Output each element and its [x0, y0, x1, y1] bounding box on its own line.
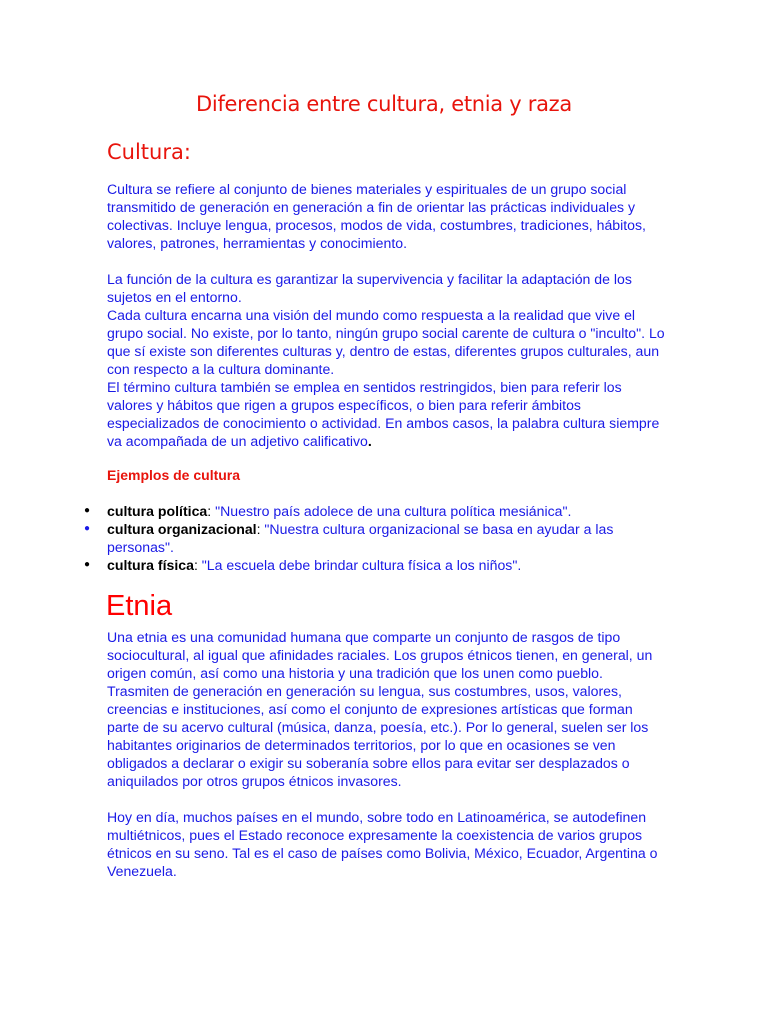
cultura-paragraph-1: Cultura se refiere al conjunto de bienes materiales y espirituales de un grupo social transmitido de generación en generación a fin de orientar las prácticas individuales y colectivas. Incluye lengua, procesos, modos de vida, costumbres, tradiciones, hábitos, valores, patrones, herramientas y conocimiento. — [107, 181, 646, 251]
cultura-paragraph-2: La función de la cultura es garantizar la supervivencia y facilitar la adaptación de los sujetos en el entorno. — [107, 271, 632, 305]
etnia-heading: Etnia — [106, 590, 173, 622]
example-term: cultura organizacional — [107, 521, 257, 537]
example-text: "Nuestro país adolece de una cultura política mesiánica". — [211, 503, 572, 519]
cultura-heading: Cultura: — [107, 140, 191, 164]
bullet-icon: ● — [84, 559, 91, 570]
examples-list — [84, 502, 664, 574]
list-item: ● cultura organizacional: "Nuestra cultura organizacional se basa en ayudar a las personas". — [84, 521, 614, 555]
example-text: "La escuela debe brindar cultura física a los niños". — [197, 557, 522, 573]
etnia-paragraph-1: Una etnia es una comunidad humana que comparte un conjunto de rasgos de tipo sociocultural, al igual que afinidades raciales. Los grupos étnicos tienen, en general, un origen común, así como una historia y una tradición que los unen como pueblo. Trasmiten de generación en generación su lengua, sus costumbres, usos, valores, creencias e instituciones, así como el conjunto de expresiones artísticas que forman parte de su acervo cultural (música, danza, poesía, etc.). Por lo general, suelen ser los habitantes originarios de determinados territorios, por lo que en ocasiones se ven obligados a declarar o exigir su soberanía sobre ellos para evitar ser desplazados o aniquilados por otros grupos étnicos invasores. — [107, 629, 653, 789]
example-term: cultura física — [107, 557, 194, 573]
cultura-paragraph-4 — [107, 378, 667, 450]
list-item: ● cultura política: "Nuestro país adolece de una cultura política mesiánica". — [84, 503, 572, 519]
cultura-paragraph-3: Cada cultura encarna una visión del mundo como respuesta a la realidad que vive el grupo social. No existe, por lo tanto, ningún grupo social carente de cultura o "inculto". Lo que sí existe son diferentes culturas y, dentro de estas, diferentes grupos culturales, aun con respecto a la cultura dominante. — [107, 307, 665, 377]
examples-heading: Ejemplos de cultura — [107, 467, 241, 483]
cultura-paragraph-4-period: . — [367, 433, 372, 449]
etnia-paragraph-2: Hoy en día, muchos países en el mundo, sobre todo en Latinoamérica, se autodefinen multiétnicos, pues el Estado reconoce expresamente la coexistencia de varios grupos étnicos en su seno. Tal es el caso de países como Bolivia, México, Ecuador, Argentina o Venezuela. — [107, 809, 658, 879]
example-term: cultura política — [107, 503, 208, 519]
bullet-icon: ● — [84, 505, 91, 516]
document-title: Diferencia entre cultura, etnia y raza — [196, 92, 572, 116]
list-item: ● cultura física: "La escuela debe brindar cultura física a los niños". — [84, 557, 522, 573]
bullet-icon: ● — [84, 523, 91, 534]
example-text: "Nuestra cultura organizacional se basa en ayudar a las personas". — [107, 521, 614, 555]
cultura-paragraph-4-text: El término cultura también se emplea en sentidos restringidos, bien para referir los valores y hábitos que rigen a grupos específicos, o bien para referir ámbitos especializados de conocimiento o actividad. En ambos casos, la palabra cultura siempre va acompañada de un adjetivo calificativo — [107, 379, 660, 449]
